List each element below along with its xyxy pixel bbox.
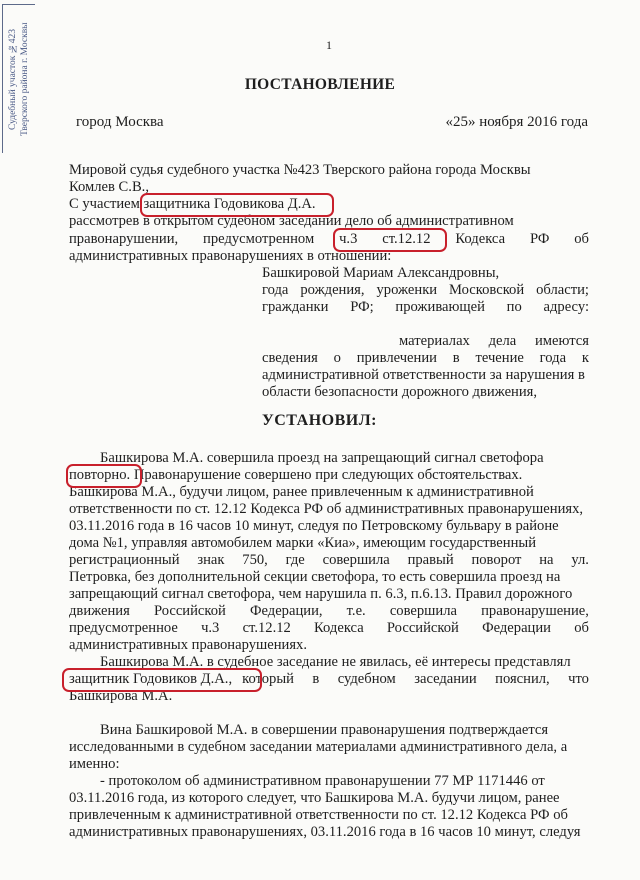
body-line-14-rest [242,671,589,688]
body-line-11 [69,620,589,637]
word: о [333,350,341,366]
word: правонарушение, [481,603,589,619]
word: гражданки [262,299,329,315]
word: РФ; [350,299,374,315]
defender-name: защитника Годовикова Д.А. [143,196,316,212]
body-line-3: Башкирова М.А., будучи лицом, ранее привлеченным к административной [69,484,534,500]
word: ст.12.12 [382,231,431,247]
word: Российской [153,603,226,619]
word: на [539,552,554,568]
highlight-repeat [66,464,142,488]
word: пояснил, [495,671,550,687]
document-date: «25» ноября 2016 года [445,114,588,130]
word: поворот [471,552,522,568]
body-line-6: дома №1, управляя автомобилем марки «Киа», имеющим государственный [69,535,537,551]
word: судебном [337,671,396,687]
body-line-15: Башкирова М.А. [69,688,173,704]
word: в [452,350,460,366]
word: рождения, [300,282,365,298]
info-line [262,350,589,367]
highlight-defender-2 [62,668,262,692]
word: дела [488,333,517,349]
body-line-18: именно: [69,756,120,772]
body-line-13: Башкирова М.А. в судебное заседание не явилась, её интересы представлял [100,654,571,670]
word: где [285,552,305,568]
word: Российской [386,620,459,636]
word: совершила [322,552,390,568]
word: уроженки [376,282,438,298]
page-number: 1 [326,38,332,52]
word: Федерации [482,620,551,636]
word: Московской [449,282,525,298]
word: к [581,350,589,366]
birth-line [262,282,589,299]
word: ст.12.12 [242,620,291,636]
word: знак [197,552,225,568]
section-heading: УСТАНОВИЛ: [262,412,377,429]
word: Кодекса [314,620,364,636]
word: РФ [529,231,550,247]
word: имеются [535,333,589,349]
body-line-17: исследованными в судебном заседании материалами административного дела, а [69,739,568,755]
word: Кодекса [455,231,506,247]
word: правонарушении, [69,231,179,247]
participation-prefix: С участием [69,196,140,212]
body-line-8: Петровка, без дополнительной секции светофора, то есть совершила проезд на [69,569,561,585]
word: года [262,282,289,298]
body-line-5: 03.11.2016 года в 16 часов 10 минут, следуя по Петровскому бульвару в районе [69,518,559,534]
body-line-19: - протоколом об административном правонарушении 77 МР 1171446 от [100,773,545,789]
body-line-10 [69,603,589,620]
body-line-1: Башкирова М.А. совершила проезд на запрещающий сигнал светофора [100,450,544,466]
word: что [568,671,589,687]
judge-line: Мировой судья судебного участка №423 Тверского района города Москвы [69,162,531,178]
responsibility-line: административной ответственности за нарушения в [262,367,585,383]
word: об [574,231,589,247]
word: материалах [399,333,470,349]
highlight-defender [140,193,334,217]
body-line-20: 03.11.2016 года, из которого следует, что Башкирова М.А. будучи лицом, ранее [69,790,560,806]
word: совершила [389,603,457,619]
body-line-4: ответственности по ст. 12.12 Кодекса РФ об административных правонарушениях, [69,501,584,517]
body-line-16: Вина Башкировой М.А. в совершении правонарушения подтверждается [100,722,549,738]
word: года [539,350,567,366]
word: который [242,671,294,687]
citizen-line [262,299,589,316]
word: ул. [571,552,589,568]
word: сведения [262,350,318,366]
word: т.е. [346,603,366,619]
body-line-9: запрещающий сигнал светофора, чем нарушила п. 6.3, п.6.13. Правил дорожного [69,586,573,602]
offense-line [69,231,589,248]
body-line-2-rest: Правонарушение совершено при следующих обстоятельствах. [133,467,523,483]
word: предусмотренное [69,620,178,636]
stamp-line-2: Тверского района г. Москвы [20,22,30,136]
word: в [312,671,320,687]
stamp-line-1: Судебный участок №423 [8,28,18,130]
relation-line: административных правонарушениях в отношении: [69,248,392,264]
word: 750, [242,552,268,568]
word: привлечении [356,350,437,366]
body-line-22: административных правонарушениях, 03.11.2016 года в 16 часов 10 минут, следуя [69,824,581,840]
word: ч.3 [339,231,358,247]
word: правый [407,552,454,568]
judge-name: Комлев С.В., [69,179,149,195]
materials-line [399,333,589,350]
city: город Москва [76,114,164,130]
body-line-7 [69,552,589,569]
word: Федерации, [249,603,323,619]
safety-line: области безопасности дорожного движения, [262,384,538,400]
word: регистрационный [69,552,180,568]
body-line-12: административных правонарушениях. [69,637,307,653]
highlight-article [333,228,447,252]
word: заседании [414,671,477,687]
person-name: Башкировой Мариам Александровны, [262,265,500,281]
document-title: ПОСТАНОВЛЕНИЕ [244,76,396,93]
word: адресу: [543,299,589,315]
body-line-21: привлеченным к административной ответственности по ст. 12.12 Кодекса РФ об [69,807,568,823]
word: движения [69,603,130,619]
word: об [574,620,589,636]
word: по [506,299,522,315]
repeat-word: повторно. [69,467,131,483]
word: течение [475,350,524,366]
body-line-2 [69,467,589,484]
word: предусмотренном [203,231,315,247]
defender-name-2: защитник Годовиков Д.А., [69,671,233,687]
considered-line: рассмотрев в открытом судебном заседании дело об административном [69,213,514,229]
word: проживающей [395,299,485,315]
word: области; [536,282,589,298]
word: ч.3 [201,620,220,636]
